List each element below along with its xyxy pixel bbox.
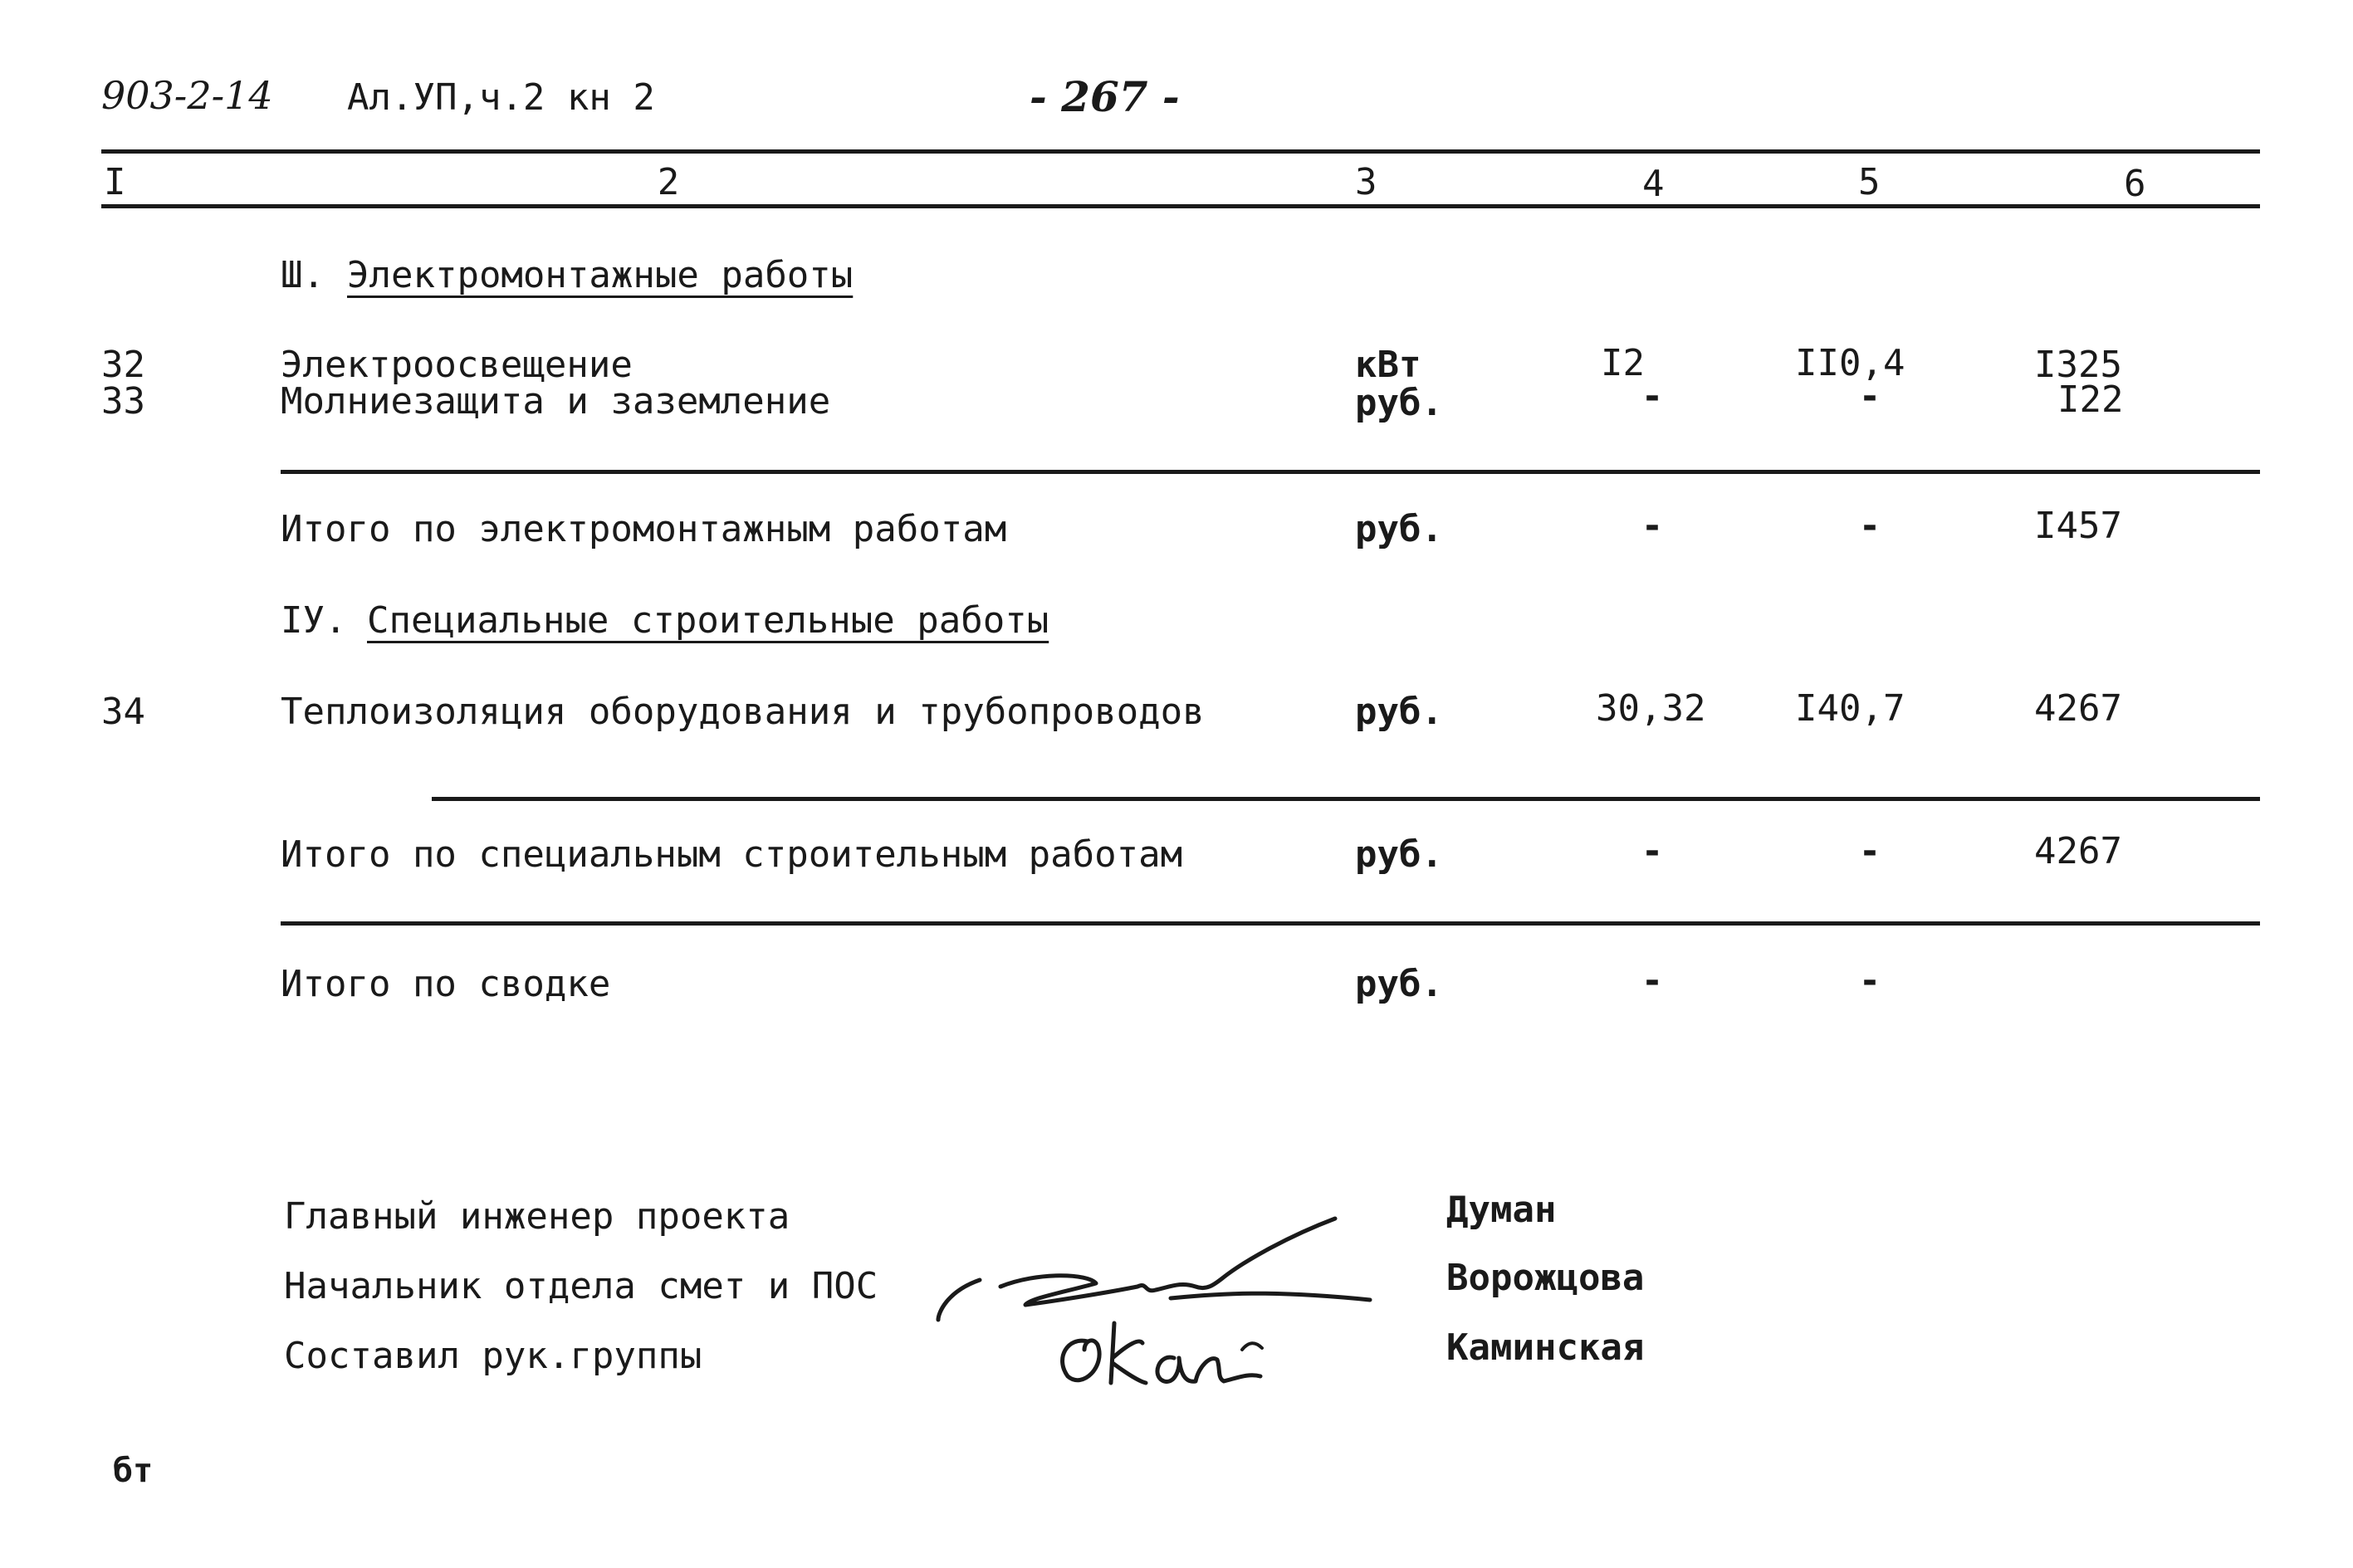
grand-total-unit: руб. <box>1355 963 1443 1005</box>
row-total-cost: 4267 <box>2034 687 2122 730</box>
row-number: 34 <box>101 691 145 733</box>
section-divider <box>281 470 2260 474</box>
row-unit: руб. <box>1355 691 1443 733</box>
signature-name: Каминская <box>1446 1326 1645 1369</box>
grand-total-quantity: - <box>1641 960 1664 1002</box>
signature-role: Начальник отдела смет и ПОС <box>284 1265 878 1307</box>
row-unit: руб. <box>1355 382 1443 424</box>
document-code: 903-2-14 <box>101 73 273 118</box>
grand-total-label: Итого по сводке <box>281 963 611 1005</box>
row-name: Электроосвещение <box>281 344 633 386</box>
total-quantity: - <box>1641 505 1664 547</box>
handwritten-signature <box>922 1212 1387 1403</box>
row-name: Теплоизоляция оборудования и трубопроводов <box>281 691 1205 733</box>
row-unit-cost: - <box>1858 375 1881 418</box>
row-name: Молниезащита и заземление <box>281 380 831 423</box>
total-label: Итого по электромонтажным работам <box>281 508 1007 550</box>
row-total-cost: I325 <box>2034 344 2122 386</box>
column-header-6: 6 <box>2124 163 2146 205</box>
column-header-2: 2 <box>657 161 680 203</box>
row-number: 32 <box>101 344 145 386</box>
section-title: Электромонтажные работы <box>347 254 854 296</box>
grand-total-unit-cost: - <box>1858 960 1881 1002</box>
footer-mark: бт <box>113 1452 154 1490</box>
total-cost: 4267 <box>2034 830 2122 872</box>
total-unit: руб. <box>1355 508 1443 550</box>
row-number: 33 <box>101 380 145 423</box>
section-divider <box>281 921 2260 926</box>
table-top-rule <box>101 149 2260 154</box>
total-unit-cost: - <box>1858 505 1881 547</box>
section-numeral: Ш. <box>281 254 325 296</box>
total-quantity: - <box>1641 830 1664 872</box>
section-divider <box>432 797 2260 801</box>
signature-name: Думан <box>1446 1189 1557 1231</box>
row-quantity: 30,32 <box>1596 687 1706 730</box>
row-unit-cost: II0,4 <box>1795 342 1905 384</box>
section-numeral: IУ. <box>281 599 347 642</box>
page-number: - 267 - <box>1030 72 1180 121</box>
row-unit-cost: I40,7 <box>1795 687 1905 730</box>
row-quantity: - <box>1641 375 1664 418</box>
total-label: Итого по специальным строительным работам <box>281 833 1183 876</box>
column-header-5: 5 <box>1858 161 1881 203</box>
total-unit: руб. <box>1355 833 1443 876</box>
signature-name: Ворожцова <box>1446 1257 1645 1299</box>
album-reference: Ал.УП,ч.2 кн 2 <box>347 76 655 119</box>
column-header-3: 3 <box>1355 161 1377 203</box>
column-header-1: I <box>104 161 126 203</box>
row-quantity: I2 <box>1601 342 1645 384</box>
total-unit-cost: - <box>1858 830 1881 872</box>
signature-role: Главный инженер проекта <box>284 1195 790 1238</box>
total-cost: I457 <box>2034 505 2122 547</box>
table-header-bottom-rule <box>101 204 2260 208</box>
section-title: Специальные строительные работы <box>367 599 1049 642</box>
row-total-cost: I22 <box>2057 379 2124 421</box>
column-header-4: 4 <box>1642 163 1665 205</box>
row-unit: кВт <box>1355 344 1421 386</box>
signature-role: Составил рук.группы <box>284 1335 702 1377</box>
